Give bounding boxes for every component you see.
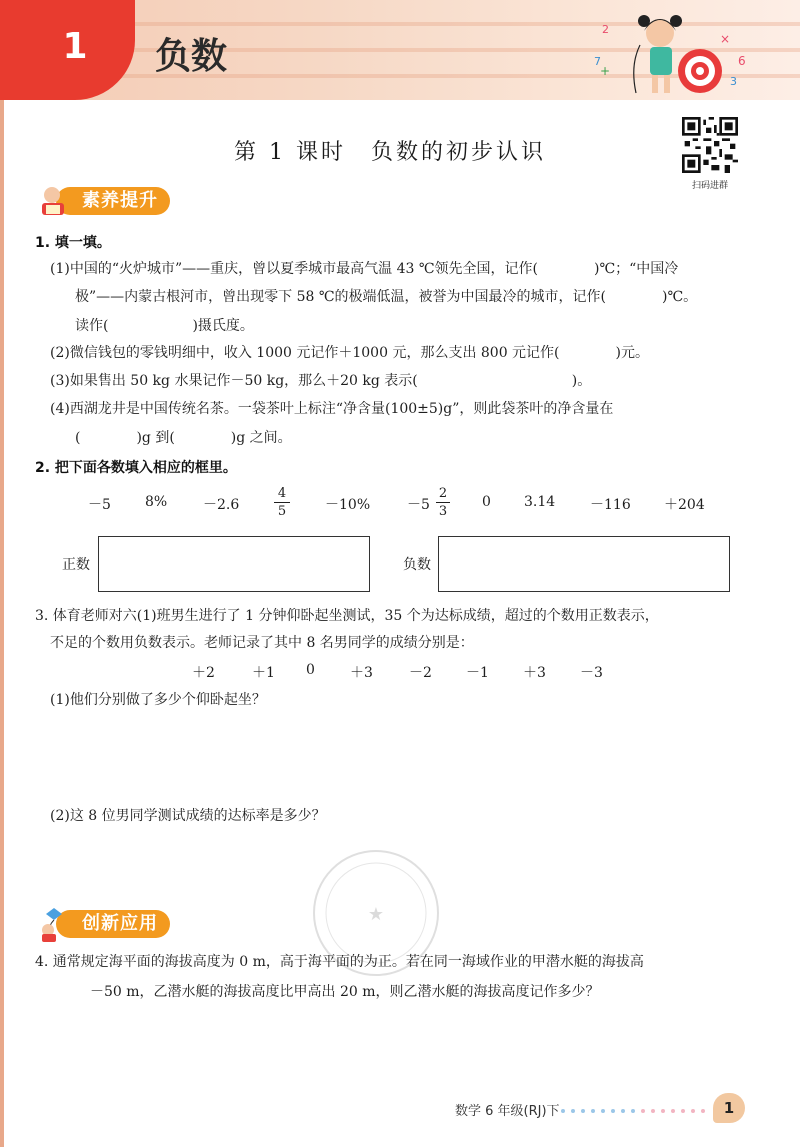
q2-number: －5 [407, 497, 430, 513]
chapter-header [0, 0, 800, 100]
chapter-title: 负数 [155, 36, 228, 77]
positive-label: 正数 [62, 557, 90, 573]
svg-text:+: + [600, 64, 611, 78]
q3-score: ＋3 [350, 665, 373, 681]
section-banner-improve [34, 183, 184, 219]
q3-score: 0 [306, 662, 315, 678]
section-title: 素养提升 [56, 187, 170, 215]
q1-line-3: 读作( )摄氏度。 [75, 318, 254, 334]
q3-score: －2 [409, 665, 432, 681]
page-number: 1 [713, 1093, 745, 1123]
negative-number-box[interactable] [438, 536, 730, 592]
q3-score: ＋1 [252, 665, 275, 681]
fraction-bar [274, 502, 290, 503]
child-with-kite-icon [34, 906, 74, 942]
q3-sub-2: (2)这 8 位男同学测试成绩的达标率是多少？ [50, 808, 326, 824]
q2-mixed-fraction [436, 486, 450, 519]
qr-caption: 扫码进群 [691, 181, 728, 191]
fraction-denominator: 5 [277, 504, 287, 519]
q2-number: 0 [482, 494, 491, 510]
chapter-number: 1 [62, 26, 88, 67]
fraction-numerator: 2 [438, 486, 448, 501]
footer-dot-divider [560, 1108, 710, 1114]
q4-line-2: －50 m，乙潜水艇的海拔高度比甲高出 20 m，则乙潜水艇的海拔高度记作多少？ [90, 984, 600, 1000]
q1-line-7: ( )g 到( )g 之间。 [75, 430, 292, 446]
fraction-numerator: 4 [277, 486, 287, 501]
girl-with-ball-illustration [594, 5, 800, 100]
qr-block [682, 117, 738, 191]
question-1-title: 1. 填一填。 [35, 235, 111, 251]
q1-line-4: (2)微信钱包的零钱明细中，收入 1000 元记作＋1000 元，那么支出 800 元记作( )元。 [50, 345, 649, 361]
page-margin-line [0, 100, 4, 1147]
fraction-denominator: 3 [438, 504, 448, 519]
svg-text:★: ★ [367, 904, 385, 925]
q2-number: －2.6 [203, 497, 240, 513]
q2-number: －5 [88, 497, 111, 513]
reading-child-icon [34, 183, 74, 219]
q2-number: －116 [590, 497, 631, 513]
q3-line-1: 3. 体育老师对六(1)班男生进行了 1 分钟仰卧起坐测试，35 个为达标成绩，超过的个数用正数表示， [35, 608, 659, 624]
svg-text:×: × [720, 32, 731, 46]
q2-fraction [274, 486, 290, 519]
q4-line-1: 4. 通常规定海平面的海拔高度为 0 m，高于海平面的为正。若在同一海域作业的甲潜水艇的海拔高 [35, 954, 644, 970]
q3-line-2: 不足的个数用负数表示。老师记录了其中 8 名男同学的成绩分别是： [50, 635, 474, 651]
footer-book-label: 数学 6 年级(RJ)下 [455, 1104, 560, 1119]
q2-number: 3.14 [524, 494, 556, 510]
q1-line-1: (1)中国的“火炉城市”——重庆，曾以夏季城市最高气温 43 ℃领先全国，记作( )℃；“中国冷 [50, 261, 679, 277]
q3-score: ＋3 [523, 665, 546, 681]
q2-number: 8% [145, 494, 168, 510]
svg-text:3: 3 [730, 75, 737, 88]
q1-line-6: (4)西湖龙井是中国传统名茶。一袋茶叶上标注“净含量(100±5)g”，则此袋茶叶的净含量在 [50, 401, 614, 417]
svg-text:2: 2 [602, 23, 609, 36]
q3-score: ＋2 [192, 665, 215, 681]
fraction-bar [436, 502, 450, 503]
svg-text:7: 7 [594, 55, 601, 68]
q1-line-5: (3)如果售出 50 kg 水果记作－50 kg，那么＋20 kg 表示( )。 [50, 373, 592, 389]
q2-number: ＋204 [664, 497, 705, 513]
section-title: 创新应用 [56, 910, 170, 938]
lesson-title: 第 1 课时 负数的初步认识 [234, 140, 546, 165]
section-banner-innovate [34, 906, 184, 942]
q3-score: －1 [466, 665, 489, 681]
q3-score: －3 [580, 665, 603, 681]
qr-code-icon[interactable] [682, 117, 738, 173]
q3-sub-1: (1)他们分别做了多少个仰卧起坐？ [50, 692, 266, 708]
question-2-title: 2. 把下面各数填入相应的框里。 [35, 460, 237, 476]
q2-number: －10% [325, 497, 371, 513]
positive-number-box[interactable] [98, 536, 370, 592]
q1-line-2: 极”——内蒙古根河市，曾出现零下 58 ℃的极端低温，被誉为中国最冷的城市，记作( )℃。 [75, 289, 698, 305]
svg-text:6: 6 [738, 54, 746, 68]
negative-label: 负数 [403, 557, 431, 573]
